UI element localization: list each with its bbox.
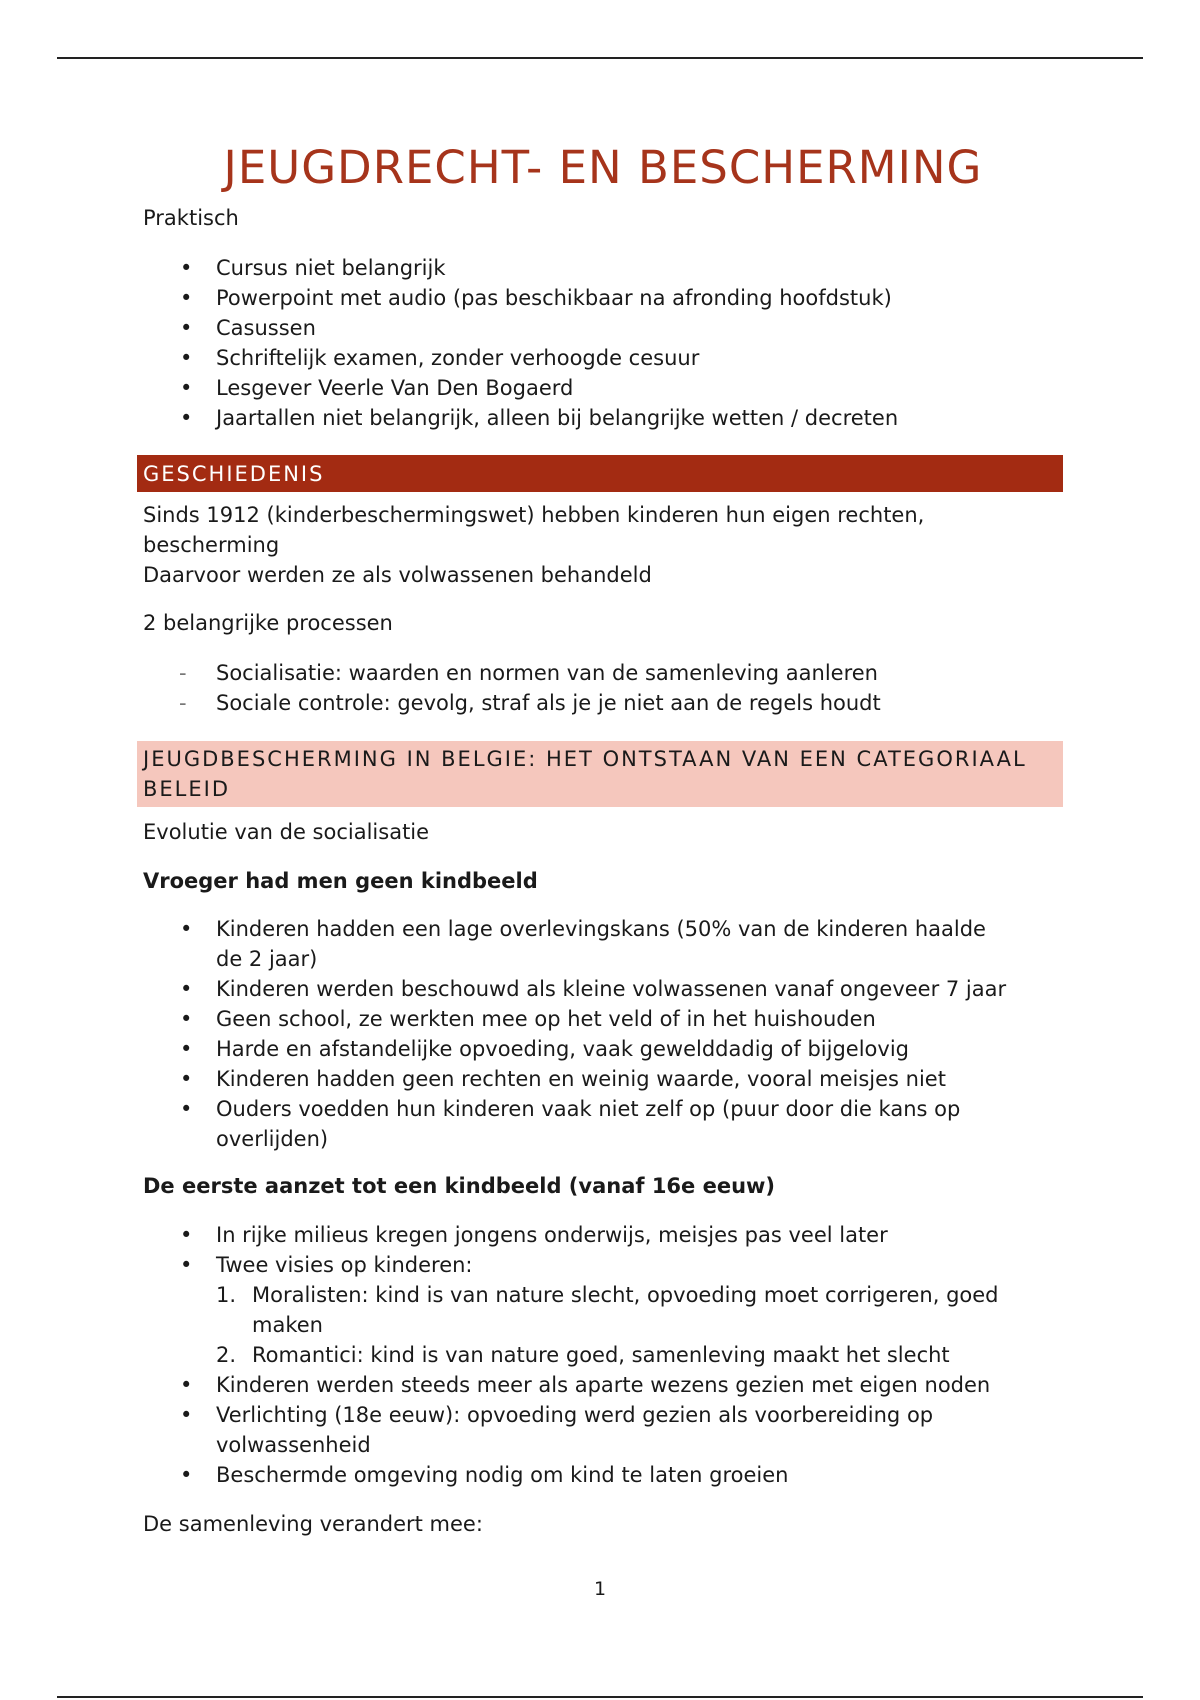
list-item: 1. Moralisten: kind is van nature slecht, opvoeding moet corrigeren, goed maken (216, 1283, 999, 1337)
bullet-icon: • (180, 1223, 193, 1247)
list-item: • Jaartallen niet belangrijk, alleen bij belangrijke wetten / decreten (143, 403, 1063, 433)
list-item: • Beschermde omgeving nodig om kind te laten groeien (143, 1460, 1063, 1490)
bullet-icon: • (180, 1007, 193, 1031)
list-item: - Sociale controle: gevolg, straf als je je niet aan de regels houdt (143, 688, 1063, 718)
list-item: 2. Romantici: kind is van nature goed, samenleving maakt het slecht (216, 1343, 950, 1367)
list-item: • Lesgever Veerle Van Den Bogaerd (143, 373, 1063, 403)
bullet-icon: • (180, 346, 193, 370)
bullet-icon: • (180, 1067, 193, 1091)
processen-list (143, 658, 1063, 718)
processen-label: 2 belangrijke processen (143, 611, 393, 635)
geschiedenis-intro-line1: Sinds 1912 (kinderbeschermingswet) hebben kinderen hun eigen rechten, (143, 503, 925, 527)
bullet-icon: • (180, 1463, 193, 1487)
evolutie-label: Evolutie van de socialisatie (143, 820, 430, 844)
bullet-icon: • (180, 917, 193, 941)
bullet-icon: • (180, 316, 193, 340)
list-item: • Schriftelijk examen, zonder verhoogde cesuur (143, 343, 1063, 373)
bullet-icon: • (180, 1373, 193, 1397)
aanzet-list (143, 1220, 1063, 1490)
subheading-vroeger: Vroeger had men geen kindbeeld (143, 869, 538, 893)
subheading-aanzet: De eerste aanzet tot een kindbeeld (vanaf 16e eeuw) (143, 1174, 776, 1198)
bullet-icon: • (180, 1097, 193, 1121)
list-item: • Verlichting (18e eeuw): opvoeding werd gezien als voorbereiding op volwassenheid (143, 1400, 1063, 1460)
list-item: • Geen school, ze werkten mee op het veld of in het huishouden (143, 1004, 1063, 1034)
dash-icon: - (179, 661, 187, 685)
bullet-icon: • (180, 1037, 193, 1061)
bullet-icon: • (180, 1403, 193, 1427)
bullet-icon: • (180, 286, 193, 310)
document-body (143, 138, 1063, 1539)
list-item: • Casussen (143, 313, 1063, 343)
praktisch-label: Praktisch (143, 206, 239, 230)
visies-list (143, 1280, 1063, 1370)
list-item: • Twee visies op kinderen: 1. Moralisten: kind is van nature slecht, opvoeding moet corrigeren, goed maken 2. Romantici: kind is van nature goed, samenleving maakt het slecht (143, 1250, 1063, 1370)
bottom-rule (57, 1696, 1143, 1698)
vroeger-list (143, 914, 1063, 1154)
samenleving-label: De samenleving verandert mee: (143, 1512, 483, 1536)
heading-jeugdbescherming: JEUGDBESCHERMING IN BELGIE: HET ONTSTAAN VAN EEN CATEGORIAAL BELEID (137, 741, 1063, 807)
page-title: JEUGDRECHT- EN BESCHERMING (223, 141, 983, 194)
bullet-icon: • (180, 406, 193, 430)
bullet-icon: • (180, 376, 193, 400)
top-rule (57, 57, 1143, 59)
list-item: - Socialisatie: waarden en normen van de samenleving aanleren (143, 658, 1063, 688)
list-item: • Cursus niet belangrijk (143, 253, 1063, 283)
bullet-icon: • (180, 256, 193, 280)
geschiedenis-intro-line3: Daarvoor werden ze als volwassenen behandeld (143, 563, 652, 587)
geschiedenis-intro-line2: bescherming (143, 533, 280, 557)
praktisch-list (143, 253, 1063, 433)
list-item: • Powerpoint met audio (pas beschikbaar na afronding hoofdstuk) (143, 283, 1063, 313)
list-item: • Kinderen hadden geen rechten en weinig waarde, vooral meisjes niet (143, 1064, 1063, 1094)
list-item: • Kinderen werden beschouwd als kleine volwassenen vanaf ongeveer 7 jaar (143, 974, 1063, 1004)
bullet-icon: • (180, 1253, 193, 1277)
list-item: • Ouders voedden hun kinderen vaak niet zelf op (puur door die kans op overlijden) (143, 1094, 1063, 1154)
bullet-icon: • (180, 977, 193, 1001)
list-item: • Kinderen werden steeds meer als aparte wezens gezien met eigen noden (143, 1370, 1063, 1400)
list-item: • Harde en afstandelijke opvoeding, vaak gewelddadig of bijgelovig (143, 1034, 1063, 1064)
heading-geschiedenis: GESCHIEDENIS (137, 455, 1063, 492)
page-number: 1 (593, 1578, 607, 1600)
dash-icon: - (179, 691, 187, 715)
list-item: • Kinderen hadden een lage overlevingskans (50% van de kinderen haalde de 2 jaar) (143, 914, 1063, 974)
list-item: • In rijke milieus kregen jongens onderwijs, meisjes pas veel later (143, 1220, 1063, 1250)
